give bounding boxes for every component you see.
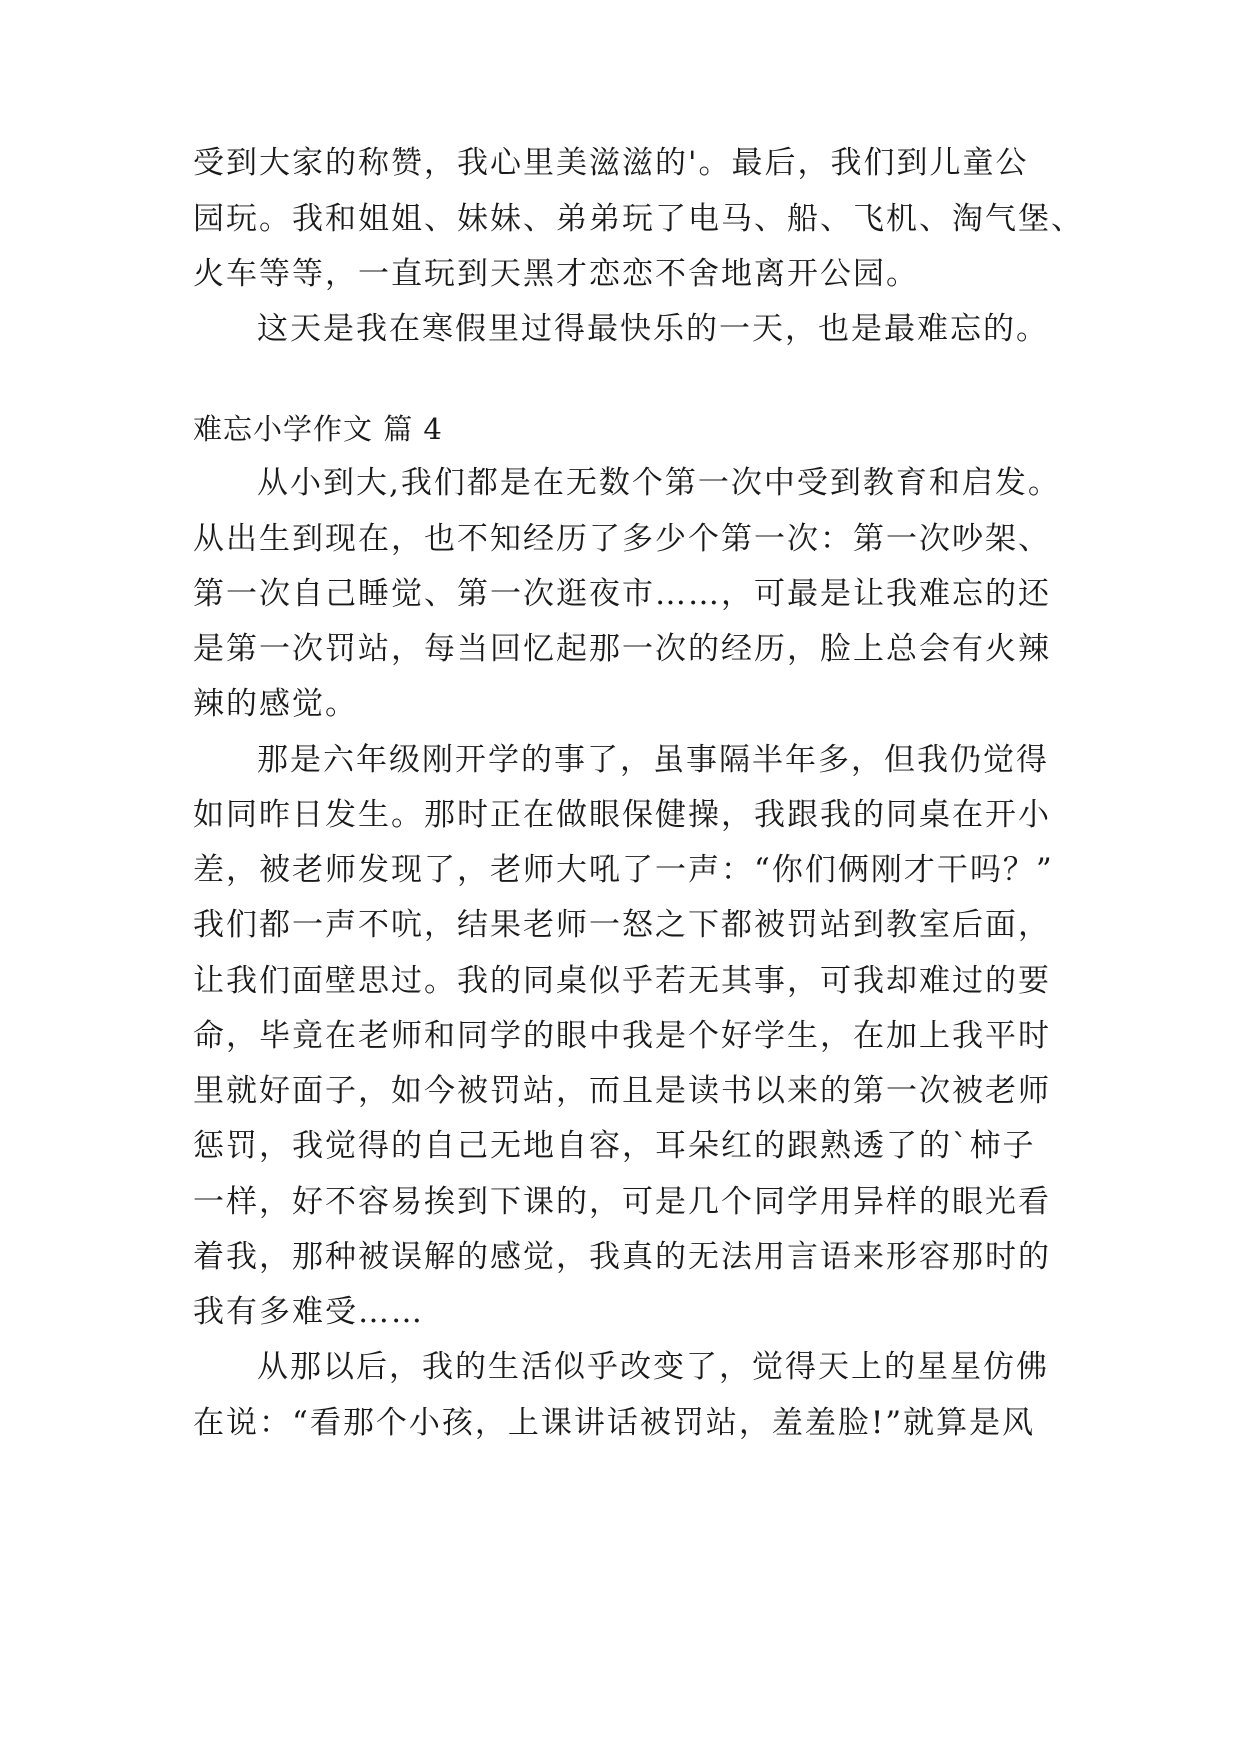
text-line: 园玩。我和姐姐、妹妹、弟弟玩了电马、船、飞机、淘气堡、	[193, 201, 1084, 237]
text-line: 我们都一声不吭，结果老师一怒之下都被罚站到教室后面，	[193, 907, 1051, 943]
text-line: 是第一次罚站，每当回忆起那一次的经历，脸上总会有火辣	[193, 631, 1051, 667]
text-line: 辣的感觉。	[193, 686, 358, 722]
text-line: 里就好面子，如今被罚站，而且是读书以来的第一次被老师	[193, 1073, 1051, 1109]
text-line: 第一次自己睡觉、第一次逛夜市……，可最是让我难忘的还	[193, 576, 1051, 612]
text-line: 一样，好不容易挨到下课的，可是几个同学用异样的眼光看	[193, 1184, 1051, 1220]
text-line: 从那以后，我的生活似乎改变了，觉得天上的星星仿佛	[257, 1349, 1049, 1385]
text-line: 差，被老师发现了，老师大吼了一声：“你们俩刚才干吗？”	[193, 852, 1054, 888]
text-line: 从小到大,我们都是在无数个第一次中受到教育和启发。	[257, 465, 1061, 501]
text-line: 惩罚，我觉得的自己无地自容，耳朵红的跟熟透了的`柿子	[193, 1128, 1036, 1164]
text-line: 让我们面壁思过。我的同桌似乎若无其事，可我却难过的要	[193, 963, 1051, 999]
text-line: 从出生到现在，也不知经历了多少个第一次：第一次吵架、	[193, 521, 1051, 557]
text-line: 命，毕竟在老师和同学的眼中我是个好学生，在加上我平时	[193, 1018, 1051, 1054]
text-line: 着我，那种被误解的感觉，我真的无法用言语来形容那时的	[193, 1239, 1051, 1275]
text-line: 火车等等，一直玩到天黑才恋恋不舍地离开公园。	[193, 256, 919, 292]
section-heading: 难忘小学作文 篇 4	[193, 412, 443, 446]
text-line: 如同昨日发生。那时正在做眼保健操，我跟我的同桌在开小	[193, 797, 1051, 833]
text-line: 我有多难受……	[193, 1294, 424, 1330]
text-line: 那是六年级刚开学的事了，虽事隔半年多，但我仍觉得	[257, 742, 1049, 778]
text-line: 受到大家的称赞，我心里美滋滋的'。最后，我们到儿童公	[193, 145, 1029, 181]
text-line: 在说：“看那个小孩，上课讲话被罚站，羞羞脸!”就算是风	[193, 1405, 1036, 1441]
text-line: 这天是我在寒假里过得最快乐的一天，也是最难忘的。	[257, 311, 1049, 347]
